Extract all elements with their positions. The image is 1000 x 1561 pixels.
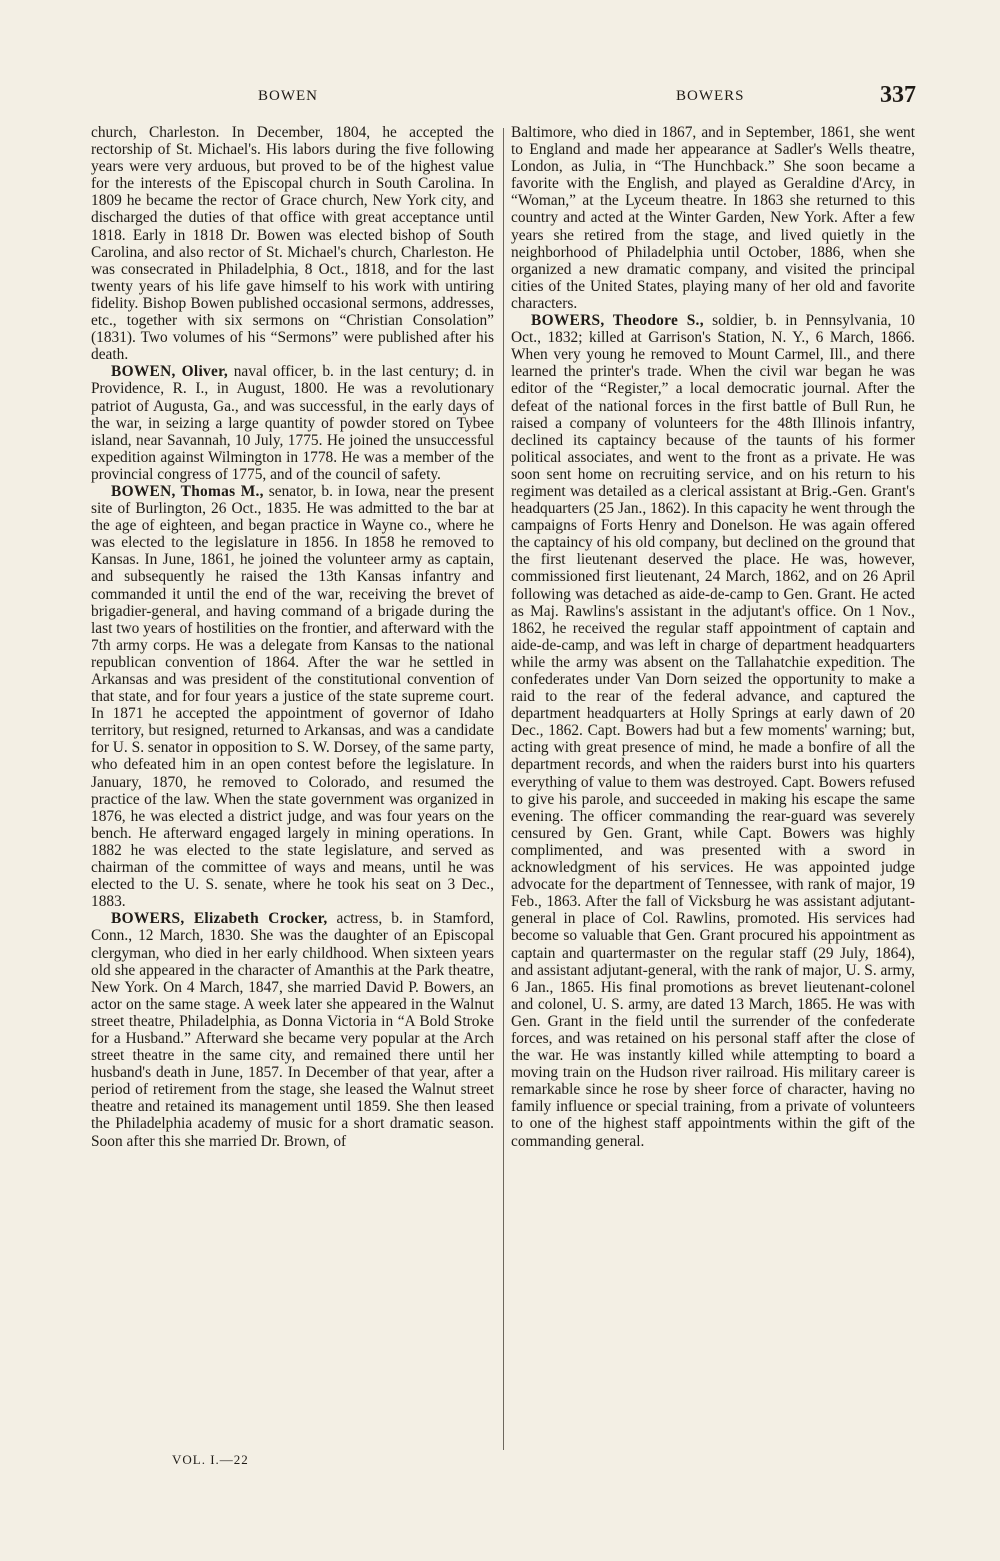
entry-headword: BOWERS, Theodore S., bbox=[531, 312, 704, 330]
right-running-heading: BOWERS bbox=[676, 88, 745, 104]
entry-text: actress, b. in Stamford, Conn., 12 March, 1830. She was the daughter of an Episcopal clergyman, who died in her early childhood. When sixteen years old she appeared in the character of Amanthis at the Park theatre, New York. On 4 March, 1847, she married David P. Bowers, an actor on the same stage. A week later she appeared in the Walnut street theatre, Philadelphia, as Donna Victoria in “A Bold Stroke for a Husband.” Afterward she became very popular at the Arch street theatre in the same city, and remained there until her husband's death in June, 1857. In December of that year, after a period of retirement from the stage, she leased the Walnut street theatre and retained its management until 1859. She then leased the Philadelphia academy of music for a short dramatic season. Soon after this she married Dr. Brown, of bbox=[91, 910, 494, 1150]
entry-text: senator, b. in Iowa, near the present site of Burlington, 26 Oct., 1835. He was admitted to the bar at the age of eighteen, and began practice in Wayne co., where he was elected to the legislature in 1856. In 1858 he removed to Kansas. In June, 1861, he joined the volunteer army as captain, and subsequently he raised the 13th Kansas infantry and commanded it until the end of the war, receiving the brevet of brigadier-general, and having command of a brigade during the last two years of hostilities on the frontier, and afterward with the 7th army corps. He was a delegate from Kansas to the national republican convention of 1864. After the war he settled in Arkansas and was president of the constitutional convention of that state, and for four years a justice of the state supreme court. In 1871 he accepted the appointment of governor of Idaho territory, but resigned, returned to Arkansas, and was a candidate for U. S. senator in opposition to S. W. Dorsey, of the same party, who defeated him in an open contest before the legislature. In January, 1870, he removed to Colorado, and resumed the practice of the law. When the state government was organized in 1876, he was elected a district judge, and was four years on the bench. He afterward engaged largely in mining operations. In 1882 he was elected to the state legislature, and served as chairman of the committee of ways and means, until he was elected to the U. S. senate, where he took his seat on 3 Dec., 1883. bbox=[91, 482, 494, 911]
entry-headword: BOWEN, Thomas M., bbox=[111, 482, 264, 500]
entry-headword: BOWERS, Elizabeth Crocker, bbox=[111, 910, 328, 928]
entry-bowen-oliver bbox=[91, 363, 494, 483]
running-head bbox=[0, 82, 1000, 116]
entry-headword: BOWEN, Oliver, bbox=[111, 363, 229, 381]
continued-paragraph: Baltimore, who died in 1867, and in September, 1861, she went to England and made her appearance at Sadler's Wells theatre, London, as Julia, in “The Hunchback.” She soon became a favorite with the English, and played as Geraldine d'Arcy, in “Woman,” at the Lyceum theatre. In 1863 she returned to this country and acted at the Winter Garden, New York. After a few years she retired from the stage, and lived quietly in the neighborhood of Philadelphia until October, 1886, when she organized a new dramatic company, and visited the principal cities of the United States, playing many of her old and favorite characters. bbox=[511, 124, 915, 312]
signature-mark: VOL. I.—22 bbox=[172, 1452, 249, 1467]
page-number: 337 bbox=[880, 82, 916, 108]
entry-text: soldier, b. in Pennsylvania, 10 Oct., 1832; killed at Garrison's Station, N. Y., 6 March, 1866. When very young he removed to Mount Carmel, Ill., and there learned the printer's trade. When the civil war began he was editor of the “Register,” a local democratic journal. After the defeat of the national forces in the first battle of Bull Run, he raised a company of volunteers for the 48th Illinois infantry, declined its captaincy because of the taunts of his former political associates, and went to the front as a private. He was soon sent home on recruiting service, and on his return to his regiment was detailed as a clerical assistant at Brig.-Gen. Grant's headquarters (25 Jan., 1862). In this capacity he went through the campaigns of Forts Henry and Donelson. He was again offered the captaincy of his old company, but declined on the ground that the first lieutenant deserved the place. He was, however, commissioned first lieutenant, 24 March, 1862, and on 26 April following was detached as aide-de-camp to Gen. Grant. He acted as Maj. Rawlins's assistant in the adjutant's office. On 1 Nov., 1862, he received the regular staff appointment of captain and aide-de-camp, and was left in charge of department headquarters while the army was absent on the Tallahatchie expedition. The confederates under Van Dorn seized the opportunity to make a raid to the rear of the federal advance, and captured the department headquarters at Holly Springs at early dawn of 20 Dec., 1862. Capt. Bowers had but a few moments' warning; but, acting with great presence of mind, he made a bonfire of all the department records, and when the raiders burst into his quarters everything of value to them was destroyed. Capt. Bowers refused to give his parole, and succeeded in making his escape the same evening. The officer commanding the rear-guard was severely censured by Gen. Grant, while Capt. Bowers was highly complimented, and was presented with a sword in acknowledgment of his services. He was appointed judge advocate for the department of Tennessee, with rank of major, 19 Feb., 1863. After the fall of Vicksburg he was assistant adjutant-general in place of Col. Rawlins, promoted. His services had become so valuable that Gen. Grant procured his appointment as captain and quartermaster on the regular staff (29 July, 1864), and assistant adjutant-general, with the rank of major, U. S. army, 6 Jan., 1865. His final promotions as brevet lieutenant-colonel and colonel, U. S. army, are dated 13 March, 1865. He was with Gen. Grant in the field until the surrender of the confederate forces, and was retained on his personal staff after the close of the war. He was instantly killed while attempting to board a moving train on the Hudson river railroad. His military career is remarkable since he rose by sheer force of character, having no family influence or special training, from a private of volunteers to one of the highest staff appointments within the gift of the commanding general. bbox=[511, 312, 915, 1150]
continued-paragraph: church, Charleston. In December, 1804, he accepted the rectorship of St. Michael's. His labors during the five following years were very arduous, but proved to be of the highest value for the interests of the Episcopal church in South Carolina. In 1809 he became the rector of Grace church, New York city, and discharged the duties of that office with great acceptance until 1818. Early in 1818 Dr. Bowen was elected bishop of South Carolina, and also rector of St. Michael's church, Charleston. He was consecrated in Philadelphia, 8 Oct., 1818, and for the last twenty years of his life gave himself to his work with untiring fidelity. Bishop Bowen published occasional sermons, addresses, etc., together with six sermons on “Christian Consolation” (1831). Two volumes of his “Sermons” were published after his death. bbox=[91, 124, 494, 364]
right-column bbox=[511, 124, 915, 1150]
column-divider bbox=[503, 128, 504, 1450]
left-column bbox=[91, 124, 494, 1150]
entry-text: naval officer, b. in the last century; d. in Providence, R. I., in August, 1800. He was a revolutionary patriot of Augusta, Ga., and was successful, in the early days of the war, in seizing a large quantity of powder stored on Tybee island, near Savannah, 10 July, 1775. He joined the unsuccessful expedition against Wilmington in 1778. He was a member of the provincial congress of 1775, and of the council of safety. bbox=[91, 363, 494, 483]
left-running-heading: BOWEN bbox=[258, 88, 318, 104]
entry-bowen-thomas bbox=[91, 483, 494, 910]
entry-bowers-elizabeth bbox=[91, 910, 494, 1149]
entry-bowers-theodore bbox=[511, 312, 915, 1150]
